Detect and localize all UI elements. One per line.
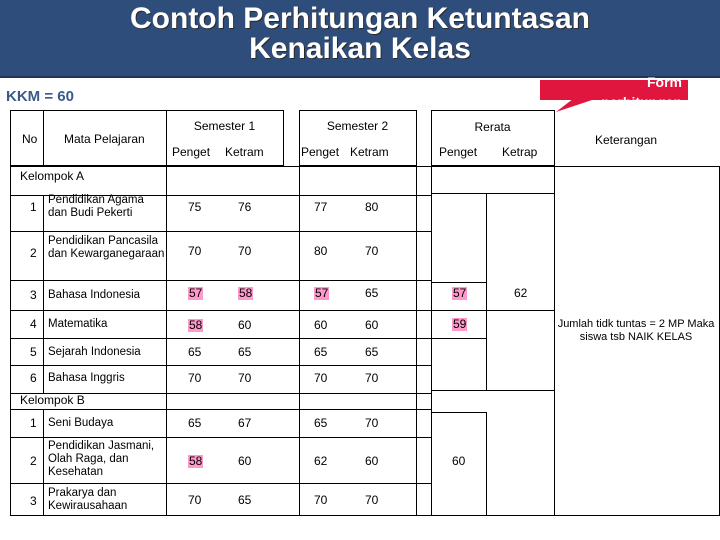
row-9-s1-penget: 70 bbox=[188, 493, 202, 507]
header-semester-1: Semester 1 bbox=[193, 119, 256, 133]
row-1-no: 1 bbox=[30, 200, 37, 214]
row-4-rerata-penget: 59 bbox=[453, 317, 467, 331]
row-2-s2-ketram: 70 bbox=[365, 244, 379, 258]
row-3-s1-ketram: 58 bbox=[239, 286, 253, 300]
row-3-s2-penget: 57 bbox=[315, 286, 329, 300]
row-2-s1-penget: 70 bbox=[188, 244, 202, 258]
header-rerata-ketrap: Ketrap bbox=[502, 145, 538, 159]
row-1-subject: Pendidikan Agama dan Budi Pekerti bbox=[48, 194, 144, 219]
row-3-no: 3 bbox=[30, 288, 37, 302]
header-s2-ketram: Ketram bbox=[350, 145, 389, 159]
row-5-s1-ketram: 65 bbox=[238, 345, 252, 359]
row-9-s2-penget: 70 bbox=[314, 493, 328, 507]
row-9-s1-ketram: 65 bbox=[238, 493, 252, 507]
kkm-label: KKM = 60 bbox=[6, 88, 74, 105]
row-7-no: 1 bbox=[30, 416, 37, 430]
row-4-s1-penget: 58 bbox=[189, 318, 203, 332]
row-4-s2-ketram: 60 bbox=[365, 318, 379, 332]
row-3-s2-ketram: 65 bbox=[365, 286, 379, 300]
header-s1-ketram: Ketram bbox=[225, 145, 264, 159]
sem2-header-box bbox=[300, 111, 417, 166]
header-rerata-penget: Penget bbox=[439, 145, 478, 159]
row-7-s2-ketram: 70 bbox=[365, 416, 379, 430]
mapel-header-box bbox=[44, 111, 167, 166]
row-7-subject: Seni Budaya bbox=[48, 417, 114, 429]
row-3-rerata-penget: 57 bbox=[453, 286, 467, 300]
row-6-no: 6 bbox=[30, 371, 37, 385]
row-7-s1-penget: 65 bbox=[188, 416, 202, 430]
row-9-subject: Prakarya dan Kewirausahaan bbox=[48, 487, 128, 512]
row-5-s1-penget: 65 bbox=[188, 345, 202, 359]
row-4-no: 4 bbox=[30, 317, 37, 331]
header-keterangan: Keterangan bbox=[595, 133, 658, 147]
sem1-header-box bbox=[167, 111, 284, 166]
no-header-box bbox=[11, 111, 44, 166]
row-1-s2-penget: 77 bbox=[314, 200, 328, 214]
row-3-subject: Bahasa Indonesia bbox=[48, 289, 141, 301]
row-7-s2-penget: 65 bbox=[314, 416, 328, 430]
row-1-s1-penget: 75 bbox=[188, 200, 202, 214]
header-rerata: Rerata bbox=[474, 120, 511, 134]
row-6-subject: Bahasa Inggris bbox=[48, 372, 125, 384]
row-6-s2-penget: 70 bbox=[314, 371, 328, 385]
header-semester-2: Semester 2 bbox=[326, 119, 389, 133]
row-2-s2-penget: 80 bbox=[314, 244, 328, 258]
row-5-no: 5 bbox=[30, 345, 37, 359]
row-3-rerata-ketrap: 62 bbox=[514, 286, 528, 300]
row-8-rerata-penget: 60 bbox=[452, 454, 466, 468]
row-3-s1-penget: 57 bbox=[189, 286, 203, 300]
row-2-s1-ketram: 70 bbox=[238, 244, 252, 258]
table-body-frame bbox=[11, 167, 720, 516]
row-6-s1-penget: 70 bbox=[188, 371, 202, 385]
title-line-1: Contoh Perhitungan Ketuntasan bbox=[130, 2, 590, 35]
rerata-block-1 bbox=[432, 194, 487, 283]
keterangan-note: Jumlah tidk tuntas = 2 MP Maka siswa tsb NAIK KELAS bbox=[557, 318, 715, 343]
header-no: No bbox=[22, 132, 38, 146]
row-5-subject: Sejarah Indonesia bbox=[48, 346, 141, 358]
row-8-no: 2 bbox=[30, 454, 37, 468]
row-8-s2-penget: 62 bbox=[314, 454, 328, 468]
row-6-s2-ketram: 70 bbox=[365, 371, 379, 385]
row-2-subject: Pendidikan Pancasila dan Kewarganegaraan bbox=[48, 235, 165, 260]
row-4-s2-penget: 60 bbox=[314, 318, 328, 332]
row-4-s1-ketram: 60 bbox=[238, 318, 252, 332]
row-5-s2-penget: 65 bbox=[314, 345, 328, 359]
row-6-s1-ketram: 70 bbox=[238, 371, 252, 385]
row-4-subject: Matematika bbox=[48, 318, 108, 330]
row-9-s2-ketram: 70 bbox=[365, 493, 379, 507]
group-label-a: Kelompok A bbox=[20, 169, 85, 183]
row-9-no: 3 bbox=[30, 494, 37, 508]
header-s1-penget: Penget bbox=[172, 145, 211, 159]
row-7-s1-ketram: 67 bbox=[238, 416, 252, 430]
row-8-s1-ketram: 60 bbox=[238, 454, 252, 468]
row-8-s1-penget: 58 bbox=[189, 454, 203, 468]
header-s2-penget: Penget bbox=[301, 145, 340, 159]
header-mapel: Mata Pelajaran bbox=[64, 132, 145, 146]
group-label-b: Kelompok B bbox=[20, 393, 85, 407]
row-8-subject: Pendidikan Jasmani, Olah Raga, dan Kesehatan bbox=[48, 440, 155, 478]
row-5-s2-ketram: 65 bbox=[365, 345, 379, 359]
row-1-s1-ketram: 76 bbox=[238, 200, 252, 214]
row-2-no: 2 bbox=[30, 246, 37, 260]
form-callout-label: Form perhitungan bbox=[601, 74, 682, 110]
title-line-2: Kenaikan Kelas bbox=[249, 32, 471, 65]
row-1-s2-ketram: 80 bbox=[365, 200, 379, 214]
row-8-s2-ketram: 60 bbox=[365, 454, 379, 468]
rerata-header-box bbox=[432, 111, 555, 166]
